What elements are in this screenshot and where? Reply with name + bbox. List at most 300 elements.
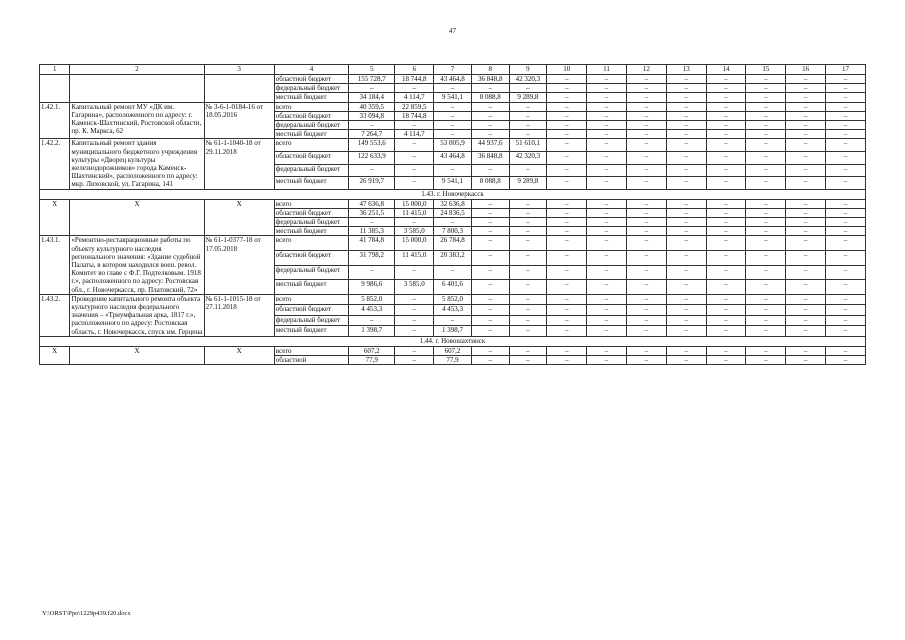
value-cell: – bbox=[587, 84, 627, 93]
value-cell: – bbox=[666, 251, 706, 266]
value-cell: 8 088,8 bbox=[471, 177, 509, 190]
value-cell: – bbox=[826, 130, 866, 139]
value-cell: – bbox=[786, 326, 826, 337]
value-cell: – bbox=[826, 236, 866, 251]
funding-source: областной бюджет bbox=[274, 75, 348, 84]
value-cell: – bbox=[471, 121, 509, 130]
value-cell: 7 800,3 bbox=[434, 227, 472, 236]
value-cell: – bbox=[786, 102, 826, 111]
footer-path: Y:\ORST\Ppo\1229p439.f20.docx bbox=[42, 610, 131, 617]
value-cell: – bbox=[666, 111, 706, 120]
value-cell: – bbox=[434, 84, 472, 93]
value-cell: – bbox=[706, 305, 746, 316]
item-description: «Ремонтно-реставрационные работы по объекту культурного наследия регионального значения: «Здание судебной Палаты, в котором находился воен. револ. Комитет во главе с Ф.Г. Подтелковым. 1918 г.», расположенного по адресу: Ростовская обл., г. Новочеркасск, пр. Платовский, 72» bbox=[70, 236, 204, 294]
value-cell: – bbox=[666, 227, 706, 236]
value-cell: – bbox=[706, 121, 746, 130]
column-header: 4 bbox=[274, 65, 348, 75]
value-cell: – bbox=[471, 315, 509, 326]
value-cell: – bbox=[547, 236, 587, 251]
value-cell: – bbox=[395, 265, 434, 280]
column-header: 12 bbox=[626, 65, 666, 75]
value-cell: – bbox=[786, 236, 826, 251]
section-row bbox=[40, 336, 866, 346]
value-cell: – bbox=[706, 208, 746, 217]
value-cell: – bbox=[706, 251, 746, 266]
item-description bbox=[70, 75, 204, 103]
value-cell: – bbox=[826, 305, 866, 316]
value-cell: – bbox=[626, 251, 666, 266]
value-cell: – bbox=[746, 326, 786, 337]
value-cell: – bbox=[434, 130, 472, 139]
value-cell: 41 784,8 bbox=[349, 236, 395, 251]
value-cell: 18 744,8 bbox=[395, 111, 434, 120]
value-cell: – bbox=[746, 93, 786, 102]
value-cell: – bbox=[547, 75, 587, 84]
table-row bbox=[40, 199, 866, 208]
value-cell: – bbox=[547, 227, 587, 236]
value-cell: – bbox=[471, 265, 509, 280]
value-cell: – bbox=[666, 199, 706, 208]
value-cell: – bbox=[746, 315, 786, 326]
item-document: Х bbox=[204, 199, 274, 236]
value-cell: – bbox=[471, 326, 509, 337]
column-header: 16 bbox=[786, 65, 826, 75]
column-header: 15 bbox=[746, 65, 786, 75]
value-cell: – bbox=[395, 356, 434, 365]
funding-source: областной бюджет bbox=[274, 305, 348, 316]
value-cell: 149 553,6 bbox=[349, 139, 395, 152]
value-cell: – bbox=[666, 84, 706, 93]
value-cell: – bbox=[547, 93, 587, 102]
value-cell: – bbox=[786, 218, 826, 227]
value-cell: – bbox=[509, 130, 547, 139]
value-cell: – bbox=[471, 227, 509, 236]
column-header: 8 bbox=[471, 65, 509, 75]
value-cell: – bbox=[626, 177, 666, 190]
value-cell: 33 094,8 bbox=[349, 111, 395, 120]
value-cell: – bbox=[547, 251, 587, 266]
value-cell: – bbox=[509, 84, 547, 93]
value-cell: – bbox=[587, 121, 627, 130]
value-cell: 36 848,8 bbox=[471, 75, 509, 84]
value-cell: – bbox=[626, 294, 666, 305]
value-cell: – bbox=[706, 236, 746, 251]
funding-source: областной бюджет bbox=[274, 208, 348, 217]
item-description: Проведение капитального ремонта объекта культурного наследия федерального значения – «Триумфальная арка, 1817 г.», расположенного по адресу: Ростовская область, г. Новочеркасск, спуск им. Герцена bbox=[71, 294, 203, 336]
value-cell: 77,9 bbox=[349, 356, 395, 365]
value-cell: – bbox=[666, 280, 706, 295]
item-number: 1.42.2. bbox=[40, 139, 70, 189]
value-cell: – bbox=[626, 199, 666, 208]
value-cell: – bbox=[786, 75, 826, 84]
value-cell: – bbox=[666, 139, 706, 152]
value-cell: – bbox=[547, 130, 587, 139]
value-cell: – bbox=[626, 121, 666, 130]
value-cell: – bbox=[547, 208, 587, 217]
value-cell: – bbox=[471, 111, 509, 120]
value-cell: – bbox=[587, 251, 627, 266]
value-cell: – bbox=[706, 315, 746, 326]
value-cell: – bbox=[826, 346, 866, 355]
value-cell: – bbox=[547, 280, 587, 295]
value-cell: – bbox=[706, 102, 746, 111]
value-cell: – bbox=[666, 294, 706, 305]
table-body bbox=[40, 75, 866, 365]
value-cell: – bbox=[786, 139, 826, 152]
value-cell: – bbox=[826, 265, 866, 280]
value-cell: – bbox=[666, 102, 706, 111]
value-cell: – bbox=[746, 227, 786, 236]
value-cell: – bbox=[746, 102, 786, 111]
value-cell: – bbox=[666, 236, 706, 251]
funding-source: всего bbox=[274, 199, 348, 208]
value-cell: 9 986,6 bbox=[349, 280, 395, 295]
value-cell: 4 114,7 bbox=[395, 93, 434, 102]
funding-source: всего bbox=[274, 102, 348, 111]
value-cell: – bbox=[826, 151, 866, 164]
value-cell: – bbox=[587, 130, 627, 139]
value-cell: – bbox=[786, 280, 826, 295]
value-cell: – bbox=[786, 111, 826, 120]
value-cell: – bbox=[626, 84, 666, 93]
value-cell: 24 836,5 bbox=[434, 208, 472, 217]
value-cell: 4 453,3 bbox=[349, 305, 395, 316]
funding-source: федеральный бюджет bbox=[274, 218, 348, 227]
value-cell: – bbox=[349, 315, 395, 326]
value-cell: – bbox=[547, 305, 587, 316]
value-cell: – bbox=[395, 315, 434, 326]
value-cell: – bbox=[666, 218, 706, 227]
value-cell: – bbox=[746, 177, 786, 190]
funding-source: федеральный бюджет bbox=[274, 84, 348, 93]
value-cell: – bbox=[826, 164, 866, 177]
value-cell: – bbox=[626, 227, 666, 236]
value-cell: – bbox=[746, 218, 786, 227]
value-cell: – bbox=[547, 139, 587, 152]
value-cell: 47 636,8 bbox=[349, 199, 395, 208]
value-cell: – bbox=[547, 356, 587, 365]
value-cell: – bbox=[706, 75, 746, 84]
value-cell: – bbox=[626, 305, 666, 316]
value-cell: – bbox=[395, 121, 434, 130]
value-cell: – bbox=[706, 151, 746, 164]
value-cell: – bbox=[746, 346, 786, 355]
value-cell: – bbox=[786, 164, 826, 177]
value-cell: – bbox=[706, 356, 746, 365]
item-number: 1.42.1. bbox=[40, 102, 70, 139]
value-cell: – bbox=[434, 102, 472, 111]
value-cell: – bbox=[587, 236, 627, 251]
value-cell: 53 005,9 bbox=[434, 139, 472, 152]
column-header: 11 bbox=[587, 65, 627, 75]
value-cell: – bbox=[826, 356, 866, 365]
value-cell: – bbox=[826, 294, 866, 305]
value-cell: – bbox=[547, 315, 587, 326]
value-cell: – bbox=[547, 326, 587, 337]
value-cell: – bbox=[471, 356, 509, 365]
value-cell: – bbox=[746, 84, 786, 93]
item-number: 1.43.1. bbox=[40, 236, 70, 294]
value-cell: – bbox=[509, 294, 547, 305]
value-cell: 36 848,8 bbox=[471, 151, 509, 164]
value-cell: – bbox=[626, 236, 666, 251]
value-cell: 40 359,5 bbox=[349, 102, 395, 111]
value-cell: – bbox=[706, 326, 746, 337]
column-header: 1 bbox=[40, 65, 70, 75]
funding-source: местный бюджет bbox=[274, 93, 348, 102]
value-cell: – bbox=[434, 218, 472, 227]
value-cell: 43 464,8 bbox=[434, 151, 472, 164]
value-cell: – bbox=[587, 93, 627, 102]
page-number: 47 bbox=[449, 27, 456, 35]
value-cell: – bbox=[626, 315, 666, 326]
value-cell: – bbox=[746, 199, 786, 208]
funding-source: федеральный бюджет bbox=[274, 121, 348, 130]
value-cell: – bbox=[786, 265, 826, 280]
value-cell: 9 289,8 bbox=[509, 93, 547, 102]
value-cell: 607,2 bbox=[434, 346, 472, 355]
value-cell: – bbox=[786, 346, 826, 355]
value-cell: – bbox=[786, 356, 826, 365]
value-cell: – bbox=[666, 93, 706, 102]
value-cell: 11 415,0 bbox=[395, 208, 434, 217]
value-cell: 22 859,5 bbox=[395, 102, 434, 111]
value-cell: – bbox=[666, 356, 706, 365]
value-cell: – bbox=[471, 251, 509, 266]
value-cell: 9 541,1 bbox=[434, 93, 472, 102]
funding-source: федеральный бюджет bbox=[274, 315, 348, 326]
value-cell: 4 453,3 bbox=[434, 305, 472, 316]
value-cell: – bbox=[587, 102, 627, 111]
value-cell: – bbox=[587, 75, 627, 84]
value-cell: – bbox=[826, 111, 866, 120]
value-cell: – bbox=[746, 121, 786, 130]
funding-source: федеральный бюджет bbox=[274, 265, 348, 280]
value-cell: – bbox=[395, 218, 434, 227]
table-row bbox=[40, 139, 866, 152]
value-cell: – bbox=[349, 121, 395, 130]
value-cell: – bbox=[786, 251, 826, 266]
value-cell: – bbox=[626, 164, 666, 177]
value-cell: – bbox=[626, 346, 666, 355]
value-cell: 122 633,9 bbox=[349, 151, 395, 164]
value-cell: – bbox=[826, 218, 866, 227]
value-cell: 44 937,6 bbox=[471, 139, 509, 152]
value-cell: – bbox=[786, 199, 826, 208]
value-cell: – bbox=[587, 265, 627, 280]
value-cell: – bbox=[706, 199, 746, 208]
value-cell: – bbox=[471, 164, 509, 177]
value-cell: 15 000,0 bbox=[395, 236, 434, 251]
value-cell: – bbox=[587, 111, 627, 120]
value-cell: – bbox=[706, 227, 746, 236]
value-cell: – bbox=[826, 208, 866, 217]
value-cell: – bbox=[746, 164, 786, 177]
item-description: Капитальный ремонт здания муниципального бюджетного учреждения культуры «Дворец культуры железнодорожников» города Каменск-Шахтинский», расположенного по адресу: мкр. Лиховской, ул. Гагарина, 141 bbox=[70, 139, 204, 189]
value-cell: – bbox=[786, 227, 826, 236]
value-cell: – bbox=[587, 164, 627, 177]
value-cell: 26 784,8 bbox=[434, 236, 472, 251]
value-cell: 1 398,7 bbox=[349, 326, 395, 337]
value-cell: – bbox=[706, 111, 746, 120]
value-cell: 4 114,7 bbox=[395, 130, 434, 139]
value-cell: – bbox=[626, 265, 666, 280]
value-cell: – bbox=[746, 139, 786, 152]
value-cell: – bbox=[626, 111, 666, 120]
value-cell: – bbox=[666, 346, 706, 355]
value-cell: 18 744,8 bbox=[395, 75, 434, 84]
value-cell: – bbox=[509, 199, 547, 208]
value-cell: 11 385,3 bbox=[349, 227, 395, 236]
value-cell: – bbox=[826, 121, 866, 130]
value-cell: – bbox=[509, 326, 547, 337]
value-cell: 155 728,7 bbox=[349, 75, 395, 84]
value-cell: – bbox=[786, 294, 826, 305]
value-cell: – bbox=[349, 218, 395, 227]
value-cell: – bbox=[509, 218, 547, 227]
value-cell: – bbox=[666, 164, 706, 177]
value-cell: – bbox=[746, 251, 786, 266]
value-cell: – bbox=[666, 130, 706, 139]
table-row bbox=[40, 102, 866, 111]
value-cell: – bbox=[434, 111, 472, 120]
value-cell: – bbox=[786, 177, 826, 190]
value-cell: – bbox=[471, 84, 509, 93]
item-description: Капитальный ремонт МУ «ДК им. Гагарина», расположенного по адресу: г. Каменск-Шахтинский, Ростовской области, пр. К. Маркса, 62 bbox=[70, 102, 204, 139]
value-cell: – bbox=[434, 121, 472, 130]
value-cell: – bbox=[826, 93, 866, 102]
value-cell: – bbox=[547, 151, 587, 164]
value-cell: – bbox=[395, 84, 434, 93]
value-cell: – bbox=[395, 305, 434, 316]
funding-source: областной бюджет bbox=[274, 111, 348, 120]
value-cell: – bbox=[587, 199, 627, 208]
value-cell: – bbox=[395, 139, 434, 152]
value-cell: 42 320,3 bbox=[509, 151, 547, 164]
value-cell: 5 852,0 bbox=[434, 294, 472, 305]
value-cell: – bbox=[786, 208, 826, 217]
value-cell: – bbox=[471, 280, 509, 295]
value-cell: – bbox=[746, 151, 786, 164]
value-cell: 607,2 bbox=[349, 346, 395, 355]
value-cell: – bbox=[395, 294, 434, 305]
value-cell: – bbox=[547, 199, 587, 208]
item-document: № 61-1-0377-18 от 17.05.2018 bbox=[204, 236, 274, 294]
value-cell: 42 320,3 bbox=[509, 75, 547, 84]
item-document: № 3-6-1-0184-16 от 18.05.2016 bbox=[204, 102, 274, 139]
value-cell: 3 585,0 bbox=[395, 280, 434, 295]
value-cell: – bbox=[587, 218, 627, 227]
value-cell: – bbox=[509, 305, 547, 316]
value-cell: – bbox=[587, 326, 627, 337]
value-cell: – bbox=[666, 305, 706, 316]
value-cell: – bbox=[826, 199, 866, 208]
section-title: 1.44. г. Новошахтинск bbox=[40, 336, 866, 346]
value-cell: – bbox=[666, 315, 706, 326]
value-cell: 34 184,4 bbox=[349, 93, 395, 102]
value-cell: – bbox=[666, 151, 706, 164]
value-cell: – bbox=[746, 208, 786, 217]
item-document: № 61-1-1040-18 от 29.11.2018 bbox=[204, 139, 274, 189]
value-cell: – bbox=[626, 208, 666, 217]
table-row bbox=[40, 346, 866, 355]
value-cell: – bbox=[746, 236, 786, 251]
value-cell: – bbox=[509, 346, 547, 355]
value-cell: – bbox=[434, 164, 472, 177]
value-cell: – bbox=[471, 346, 509, 355]
value-cell: – bbox=[509, 356, 547, 365]
value-cell: – bbox=[587, 177, 627, 190]
value-cell: – bbox=[706, 177, 746, 190]
value-cell: – bbox=[626, 130, 666, 139]
value-cell: – bbox=[826, 177, 866, 190]
item-number: Х bbox=[40, 199, 70, 236]
value-cell: – bbox=[547, 177, 587, 190]
value-cell: – bbox=[471, 218, 509, 227]
value-cell: – bbox=[826, 102, 866, 111]
item-number: 1.43.2. bbox=[40, 294, 70, 336]
value-cell: – bbox=[471, 208, 509, 217]
value-cell: – bbox=[587, 294, 627, 305]
value-cell: – bbox=[434, 315, 472, 326]
value-cell: – bbox=[706, 280, 746, 295]
value-cell: – bbox=[471, 130, 509, 139]
funding-source: областной бюджет bbox=[274, 151, 348, 164]
table-row bbox=[40, 75, 866, 84]
value-cell: 31 798,2 bbox=[349, 251, 395, 266]
value-cell: 9 541,1 bbox=[434, 177, 472, 190]
value-cell: – bbox=[666, 75, 706, 84]
value-cell: – bbox=[666, 121, 706, 130]
value-cell: – bbox=[471, 199, 509, 208]
value-cell: – bbox=[746, 265, 786, 280]
value-cell: – bbox=[786, 315, 826, 326]
column-header: 13 bbox=[666, 65, 706, 75]
funding-source: всего bbox=[274, 346, 348, 355]
value-cell: – bbox=[471, 305, 509, 316]
column-header: 3 bbox=[204, 65, 274, 75]
value-cell: – bbox=[626, 356, 666, 365]
value-cell: – bbox=[395, 177, 434, 190]
value-cell: – bbox=[706, 164, 746, 177]
table-row bbox=[40, 294, 866, 305]
funding-source: всего bbox=[274, 139, 348, 152]
value-cell: – bbox=[746, 130, 786, 139]
column-header: 17 bbox=[826, 65, 866, 75]
value-cell: – bbox=[471, 294, 509, 305]
value-cell: – bbox=[587, 227, 627, 236]
value-cell: – bbox=[395, 326, 434, 337]
value-cell: – bbox=[471, 102, 509, 111]
value-cell: – bbox=[626, 93, 666, 102]
item-number bbox=[40, 75, 70, 103]
value-cell: – bbox=[826, 315, 866, 326]
value-cell: – bbox=[706, 294, 746, 305]
value-cell: – bbox=[395, 164, 434, 177]
value-cell: – bbox=[626, 326, 666, 337]
value-cell: – bbox=[826, 326, 866, 337]
item-description: Х bbox=[70, 346, 204, 364]
column-header: 7 bbox=[434, 65, 472, 75]
value-cell: – bbox=[587, 356, 627, 365]
value-cell: – bbox=[547, 121, 587, 130]
value-cell: 9 289,8 bbox=[509, 177, 547, 190]
value-cell: – bbox=[509, 251, 547, 266]
funding-source: местный бюджет bbox=[274, 227, 348, 236]
item-document: Х bbox=[204, 346, 274, 364]
value-cell: 32 636,8 bbox=[434, 199, 472, 208]
value-cell: – bbox=[786, 151, 826, 164]
